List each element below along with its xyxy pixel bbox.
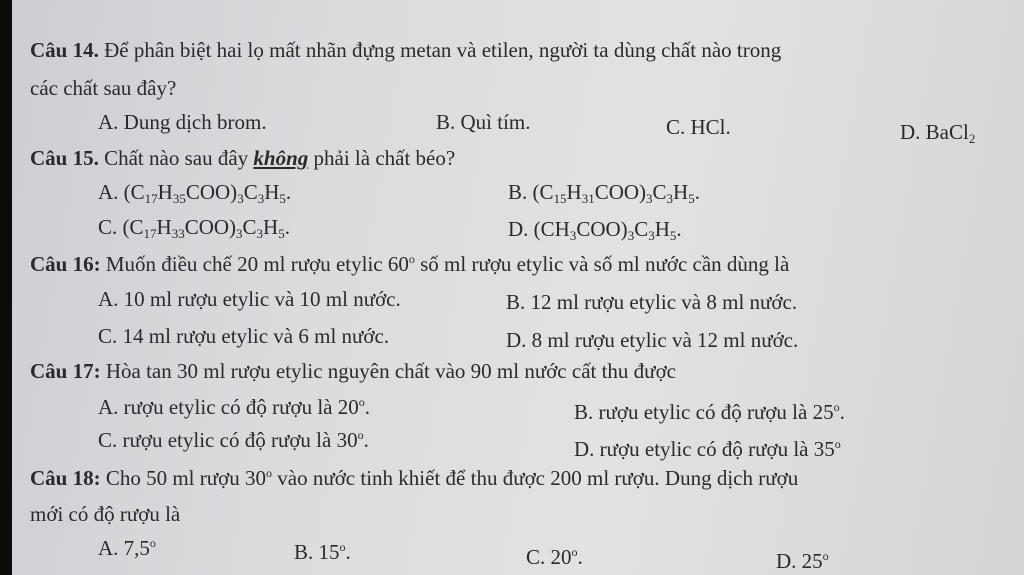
- question-14: [30, 38, 781, 63]
- option-c: C. 14 ml rượu etylic và 6 ml nước.: [98, 324, 390, 348]
- option-b: B. 15$^o$.: [294, 540, 351, 564]
- question-number: Câu 16:: [30, 252, 101, 276]
- worksheet-page: [12, 0, 1024, 575]
- option-c: C. rượu etylic có độ rượu là 30$^o$.: [98, 428, 369, 452]
- option-c: C. $(C_{17}H_{33}COO)_3C_3H_5$.: [98, 215, 290, 241]
- option-c: C. 20$^o$.: [526, 545, 583, 569]
- option-d: D. rượu etylic có độ rượu là 35$^o$: [574, 437, 841, 461]
- question-number: Câu 15.: [30, 146, 99, 170]
- question-text-continued: mới có độ rượu là: [30, 502, 181, 526]
- option-b: B. $(C_{15}H_{31}COO)_3C_3H_5$.: [508, 180, 700, 206]
- option-a: A. rượu etylic có độ rượu là 20$^o$.: [98, 395, 370, 419]
- question-16: Câu 16: Muốn điều chế 20 ml rượu etylic 60$^o$ số ml rượu etylic và số ml nước cần dùng là: [30, 252, 790, 276]
- option-a: A. 7,5$^o$: [98, 536, 156, 560]
- option-c: C. HCl.: [666, 115, 731, 139]
- question-number: Câu 17:: [30, 359, 101, 383]
- option-d: D. BaCl$_2$: [900, 120, 976, 146]
- question-number: Câu 14.: [30, 38, 99, 62]
- option-d: D. 25$^o$: [776, 549, 829, 573]
- option-b: B. Quì tím.: [436, 110, 531, 134]
- question-17: Câu 17: Hòa tan 30 ml rượu etylic nguyên chất vào 90 ml nước cất thu được: [30, 359, 676, 383]
- option-d: D. 8 ml rượu etylic và 12 ml nước.: [506, 328, 799, 352]
- question-number: Câu 18:: [30, 466, 101, 490]
- option-a: A. 10 ml rượu etylic và 10 ml nước.: [98, 287, 401, 311]
- question-text: Để phân biệt hai lọ mất nhãn đựng metan và etilen, người ta dùng chất nào trong: [104, 38, 782, 62]
- question-text-continued: các chất sau đây?: [30, 76, 177, 100]
- question-18: Câu 18: Cho 50 ml rượu 30$^o$ vào nước tinh khiết để thu được 200 ml rượu. Dung dịch rượu: [30, 466, 799, 490]
- question-15: Câu 15. Chất nào sau đây không phải là chất béo?: [30, 146, 456, 170]
- option-b: B. rượu etylic có độ rượu là 25$^o$.: [574, 400, 845, 424]
- option-d: D. $(CH_3COO)_3C_3H_5$.: [508, 217, 682, 243]
- emphasized-word: không: [253, 146, 309, 170]
- option-b: B. 12 ml rượu etylic và 8 ml nước.: [506, 290, 798, 314]
- option-a: A. $(C_{17}H_{35}COO)_3C_3H_5$.: [98, 180, 292, 206]
- option-a: A. Dung dịch brom.: [98, 110, 267, 134]
